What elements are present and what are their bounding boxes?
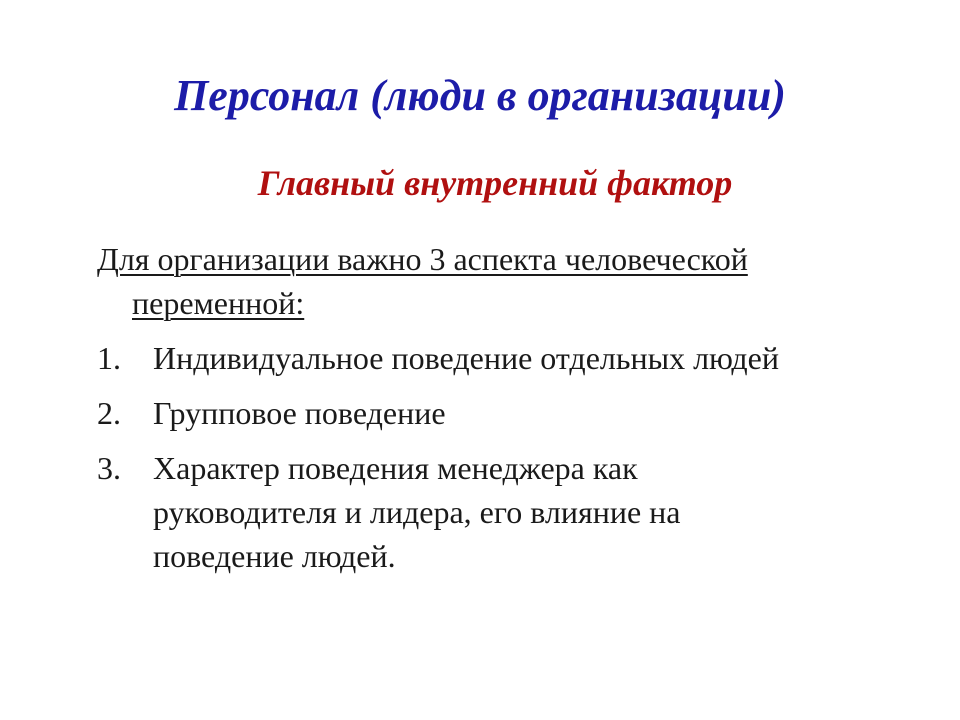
list-item-number: 3.: [97, 450, 121, 486]
intro-text: [97, 237, 887, 325]
list-item-text: Групповое поведение: [153, 395, 446, 431]
intro-line-1: Для организации важно 3 аспекта человеческой: [97, 241, 748, 277]
list-item-number: 2.: [97, 395, 121, 431]
list-item-text: Характер поведения менеджера как руководителя и лидера, его влияние на поведение людей.: [153, 450, 681, 574]
list-item: [97, 446, 817, 578]
intro-line-2: переменной:: [132, 285, 305, 321]
list-item-number: 1.: [97, 340, 121, 376]
list-item: [97, 336, 817, 380]
list-item: [97, 391, 817, 435]
aspects-list: [97, 336, 817, 589]
list-item-text: Индивидуальное поведение отдельных людей: [153, 340, 779, 376]
slide-title: Персонал (люди в организации): [174, 71, 786, 120]
slide-subtitle: Главный внутренний фактор: [257, 163, 733, 203]
